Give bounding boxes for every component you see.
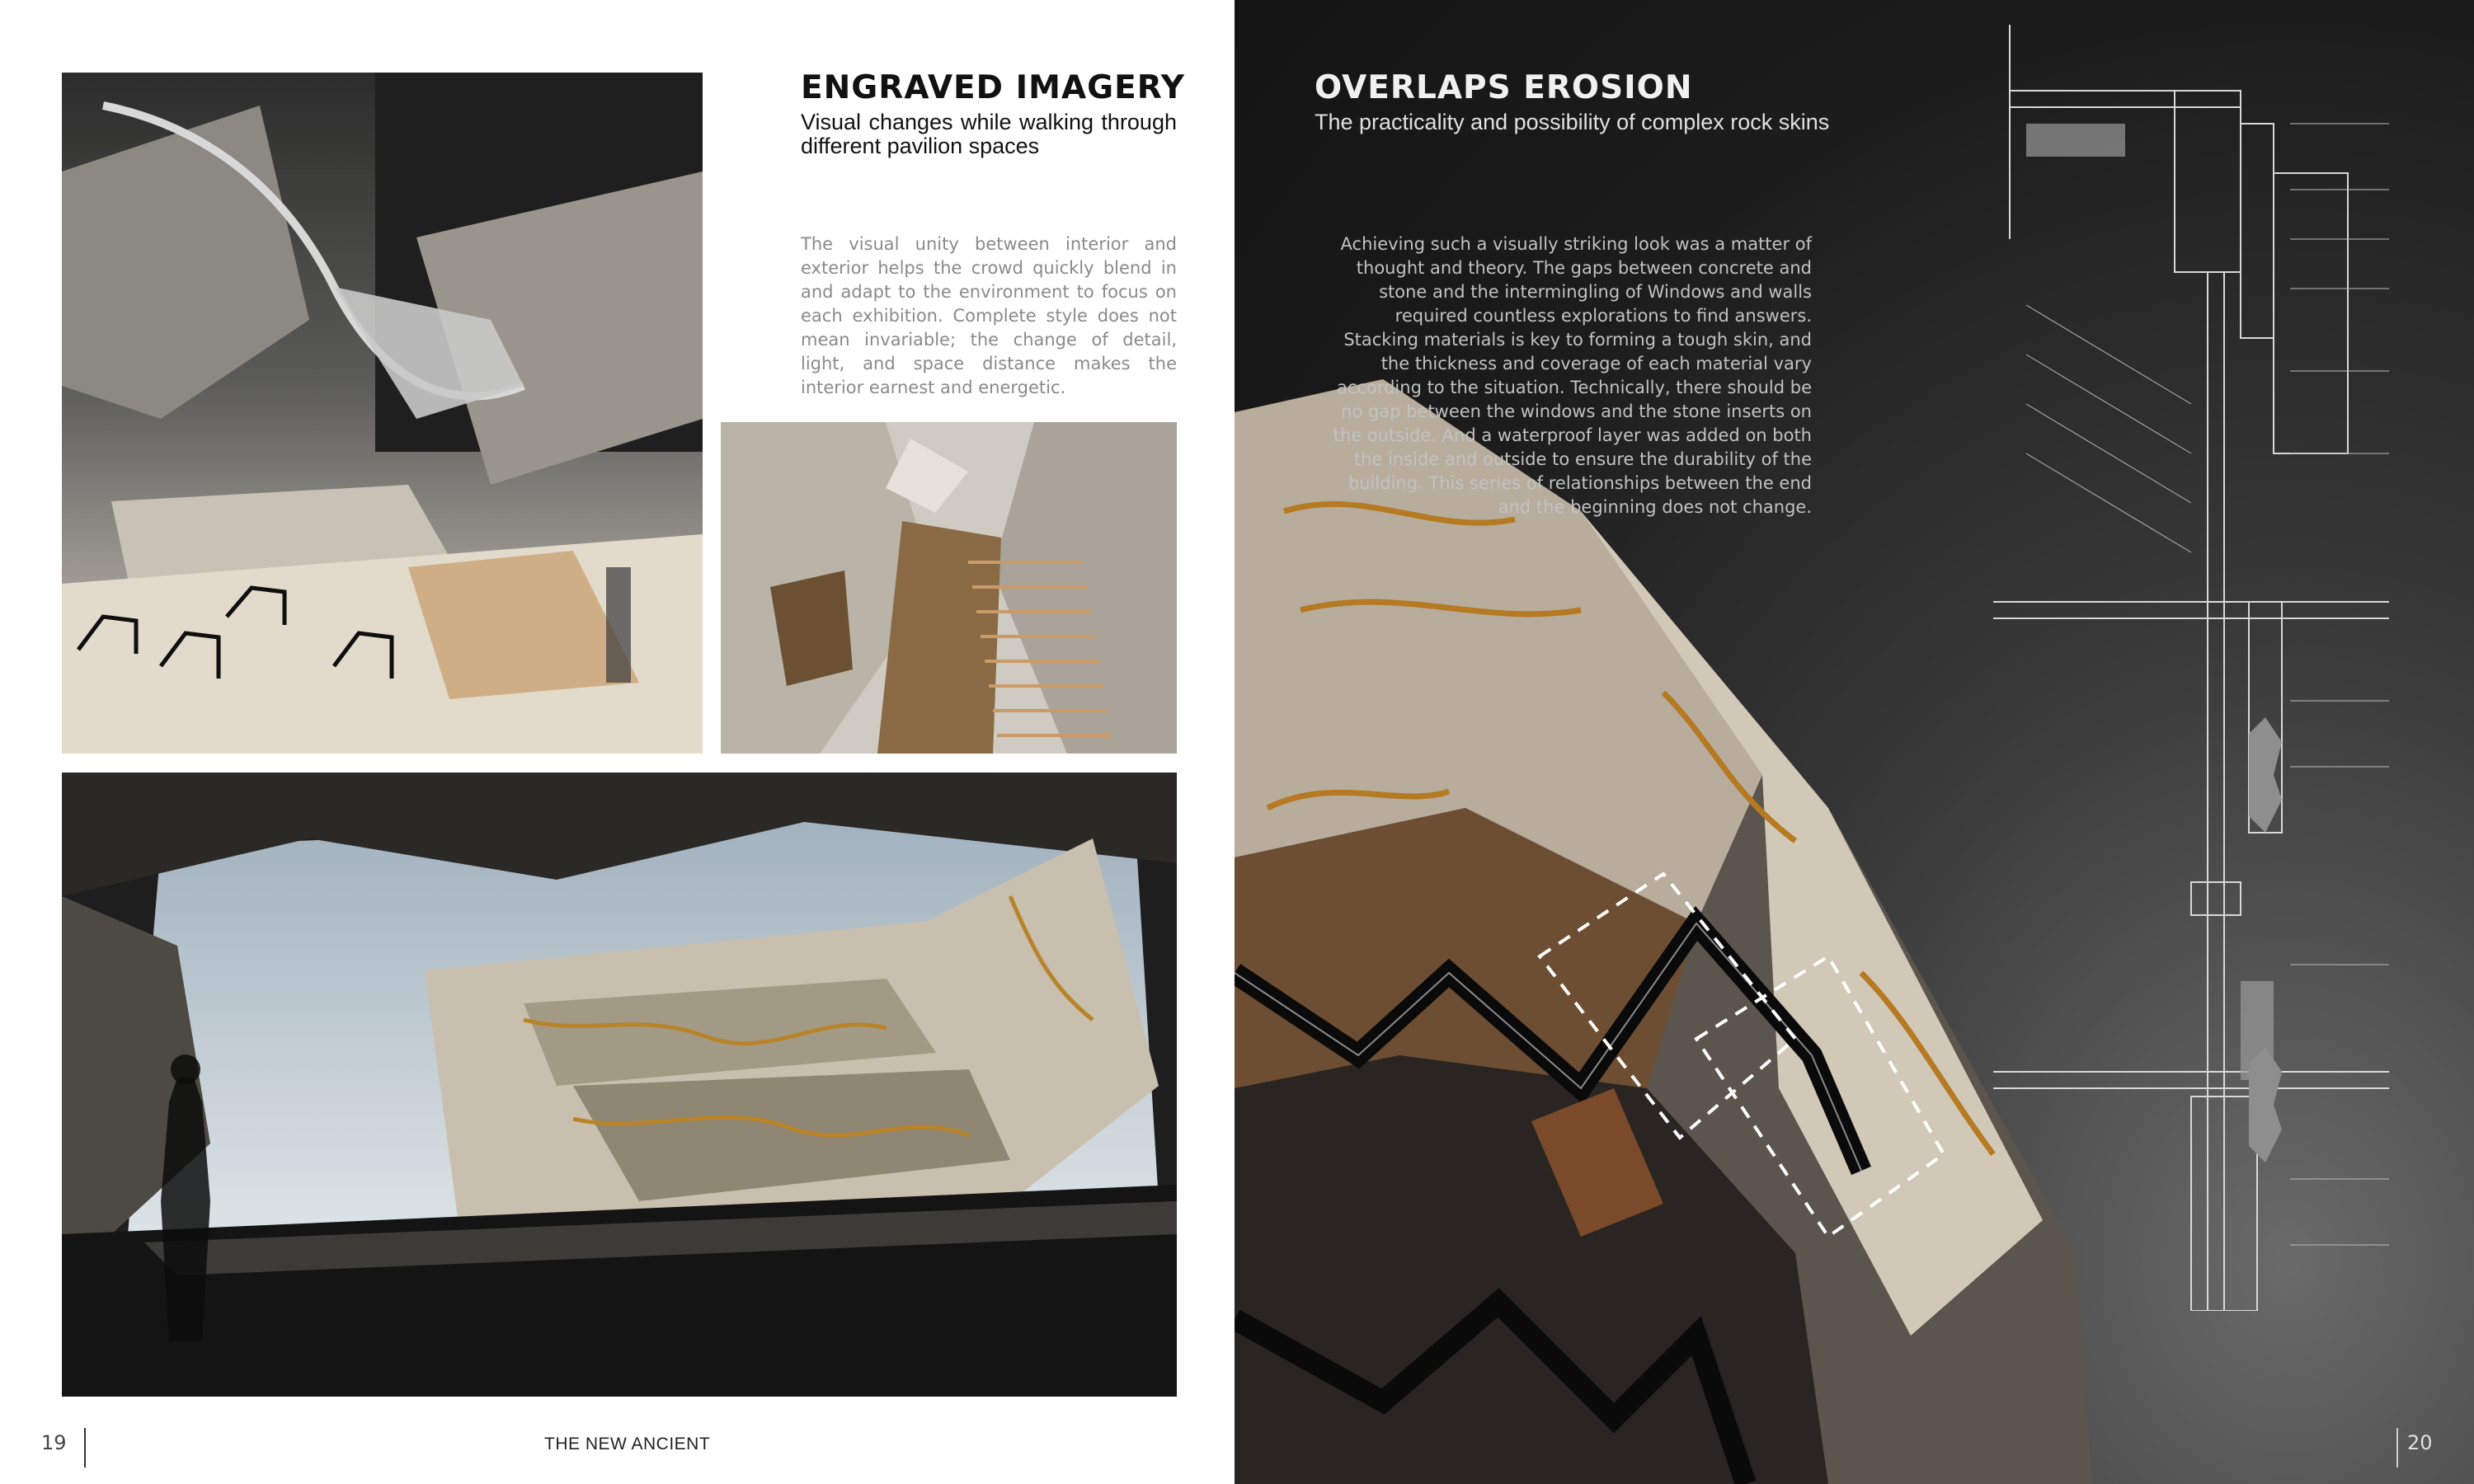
right-heading: OVERLAPS EROSION [1315, 69, 1693, 106]
left-page-number: 19 [41, 1431, 67, 1454]
left-footer-divider [84, 1428, 86, 1468]
left-page [0, 0, 1235, 1484]
book-title: THE NEW ANCIENT [544, 1435, 711, 1453]
right-footer-divider [2396, 1428, 2398, 1468]
outdoor-pavilion-render [62, 773, 1177, 1397]
stair-interior-render [721, 422, 1177, 754]
left-subheading: Visual changes while walking through different pavilion spaces [801, 110, 1177, 158]
right-page [1235, 0, 2474, 1484]
left-body-text: The visual unity between interior and exterior helps the crowd quickly blend in and adapt to the environment to focus on each exhibition. Complete style does not mean invariable; the change of detail, light, and space distance makes the interior earnest and energetic. [801, 234, 1177, 397]
right-body-text: Achieving such a visually striking look was a matter of thought and theory. The gaps between concrete and stone and the intermingling of Windows and walls required countless explorations to find answers. Stacking materials is key to forming a tough skin, and the thickness and coverage of each material vary according to the situation. Technically, there should be no gap between the windows and the stone inserts on the outside. And a waterproof layer was added on both the inside and outside to ensure the durability of the building. This series of relationships between the end and the beginning does not change. [1333, 234, 1812, 517]
wall-section-detail-drawing [1861, 25, 2474, 1311]
right-subheading: The practicality and possibility of complex rock skins [1315, 110, 1830, 134]
right-page-number: 20 [2407, 1431, 2433, 1454]
left-heading: ENGRAVED IMAGERY [801, 69, 1185, 106]
whale-skeleton-interior-render [62, 73, 703, 754]
